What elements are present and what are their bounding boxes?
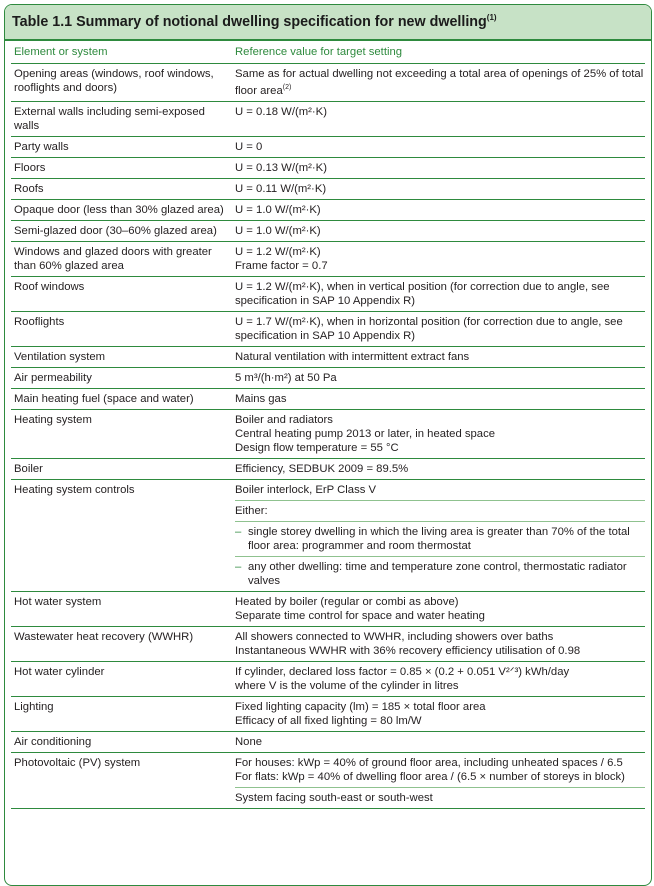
row-element: Roof windows [14, 280, 85, 293]
row-value [231, 242, 645, 276]
row-element: Windows and glazed doors with greater than 60% glazed area [14, 245, 212, 272]
row-element: Photovoltaic (PV) system [14, 756, 141, 769]
row-element: Opening areas (windows, roof windows, rooflights and doors) [14, 68, 214, 94]
table-row [11, 732, 645, 753]
row-value: 5 m³/(h·m²) at 50 Pa [235, 371, 337, 384]
table-row [11, 242, 645, 277]
row-element: Air conditioning [14, 735, 92, 748]
value-line: Instantaneous WWHR with 36% recovery efficiency utilisation of 0.98 [235, 644, 581, 657]
row-element: Main heating fuel (space and water) [14, 392, 194, 405]
value-line: Efficacy of all fixed lighting = 80 lm/W [235, 714, 422, 727]
table-header-row [11, 41, 645, 64]
value-line: Central heating pump 2013 or later, in heated space [235, 427, 496, 440]
row-value: U = 1.7 W/(m²·K), when in horizontal position (for correction due to angle, see specification in SAP 10 Appendix R) [235, 315, 623, 342]
table-row [11, 389, 645, 410]
table-row [11, 592, 645, 627]
table-title: Table 1.1 Summary of notional dwelling specification for new dwelling$^{(1)}$ [5, 5, 651, 41]
row-value: U = 0.11 W/(m²·K) [235, 182, 327, 195]
row-value [231, 480, 645, 591]
row-value [231, 753, 645, 808]
row-element: Floors [14, 161, 46, 174]
table-row [11, 221, 645, 242]
column-header-reference-value: Reference value for target setting [235, 46, 403, 58]
bullet-item: – single storey dwelling in which the living area is greater than 70% of the total floor area: programmer and room thermostat [235, 521, 645, 553]
value-line: Fixed lighting capacity (lm) = 185 × total floor area [235, 700, 486, 713]
row-value: Mains gas [235, 392, 287, 405]
row-value [231, 662, 645, 696]
row-element: External walls including semi-exposed walls [14, 105, 205, 132]
row-value: None [235, 735, 263, 748]
table-row [11, 410, 645, 459]
row-value: U = 1.0 W/(m²·K) [235, 224, 321, 237]
table-row [11, 158, 645, 179]
row-value [231, 627, 645, 661]
footnote-ref: (2) [282, 84, 292, 91]
table-row [11, 312, 645, 347]
row-value: Efficiency, SEDBUK 2009 = 89.5% [235, 462, 409, 475]
bullet-item: – any other dwelling: time and temperature zone control, thermostatic radiator valves [235, 556, 645, 588]
row-value: U = 0.13 W/(m²·K) [235, 161, 327, 174]
value-line: For houses: kWp = 40% of ground floor area, including unheated spaces / 6.5 [235, 756, 623, 769]
row-value: U = 1.0 W/(m²·K) [235, 203, 321, 216]
dash-bullet-icon: – [235, 525, 242, 538]
value-line: Heated by boiler (regular or combi as above) [235, 595, 459, 608]
table-row [11, 102, 645, 137]
column-header-element: Element or system [14, 46, 108, 58]
value-line: Design flow temperature = 55 °C [235, 441, 399, 454]
table-row [11, 64, 645, 102]
table-row [11, 662, 645, 697]
table-panel [4, 4, 652, 886]
value-line: For flats: kWp = 40% of dwelling floor area / (6.5 × number of storeys in block) [235, 770, 625, 783]
row-element: Hot water system [14, 595, 102, 608]
row-element: Party walls [14, 140, 69, 153]
table-row [11, 200, 645, 221]
row-value [231, 592, 645, 626]
value-line: Boiler and radiators [235, 413, 333, 426]
value-line: All showers connected to WWHR, including showers over baths [235, 630, 554, 643]
table-row [11, 459, 645, 480]
row-value [231, 410, 645, 458]
table-row [11, 480, 645, 592]
title-footnote-ref: (1) [486, 13, 497, 22]
row-element: Hot water cylinder [14, 665, 105, 678]
table-row [11, 697, 645, 732]
value-line: U = 1.2 W/(m²·K) [235, 245, 321, 258]
row-value [231, 697, 645, 731]
row-element: Semi-glazed door (30–60% glazed area) [14, 224, 217, 237]
table-row [11, 137, 645, 158]
row-value: Same as for actual dwelling not exceeding a total area of openings of 25% of total floor area$^{(2)}$ [235, 68, 644, 97]
value-subline: System facing south-east or south-west [235, 787, 645, 805]
row-value: Natural ventilation with intermittent extract fans [235, 350, 470, 363]
value-subline: Either: [235, 500, 645, 518]
row-element: Opaque door (less than 30% glazed area) [14, 203, 224, 216]
table-row [11, 179, 645, 200]
table-row [11, 753, 645, 809]
value-line: where V is the volume of the cylinder in litres [235, 679, 459, 692]
row-element: Boiler [14, 462, 43, 475]
row-value: U = 0.18 W/(m²·K) [235, 105, 327, 118]
table-row [11, 347, 645, 368]
value-line: Boiler interlock, ErP Class V [235, 483, 377, 496]
table-row [11, 627, 645, 662]
value-line: If cylinder, declared loss factor = 0.85 × (0.2 + 0.051 V²ᐟ³) kWh/day [235, 665, 570, 678]
spec-table [11, 41, 645, 809]
dash-bullet-icon: – [235, 560, 242, 573]
row-element: Roofs [14, 182, 44, 195]
row-value: U = 0 [235, 140, 263, 153]
row-element: Wastewater heat recovery (WWHR) [14, 630, 194, 643]
row-element: Heating system controls [14, 483, 135, 496]
row-element: Ventilation system [14, 350, 106, 363]
table-row [11, 277, 645, 312]
row-element: Lighting [14, 700, 54, 713]
row-element: Heating system [14, 413, 92, 426]
row-element: Rooflights [14, 315, 65, 328]
row-element: Air permeability [14, 371, 92, 384]
value-line: Frame factor = 0.7 [235, 259, 328, 272]
value-line: Separate time control for space and water heating [235, 609, 485, 622]
row-value: U = 1.2 W/(m²·K), when in vertical position (for correction due to angle, see specification in SAP 10 Appendix R) [235, 280, 610, 307]
table-row [11, 368, 645, 389]
